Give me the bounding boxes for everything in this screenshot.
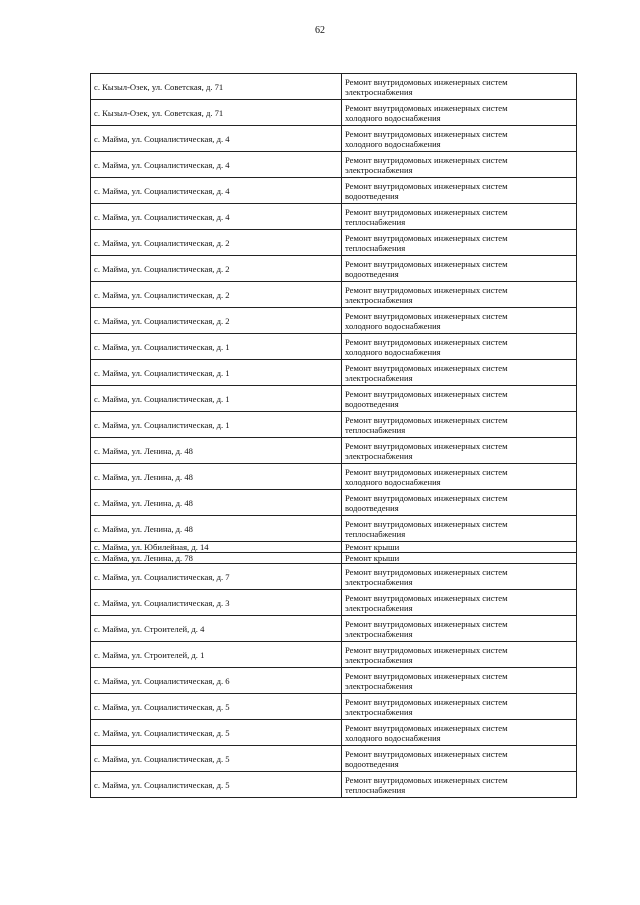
table-row: [91, 564, 577, 590]
work-line: Ремонт внутридомовых инженерных систем: [345, 722, 508, 733]
address-cell: с. Майма, ул. Социалистическая, д. 4: [91, 204, 342, 230]
address-cell: с. Майма, ул. Ленина, д. 48: [91, 438, 342, 464]
work-line: холодного водоснабжения: [345, 320, 441, 331]
work-line: Ремонт внутридомовых инженерных систем: [345, 566, 508, 577]
work-cell: [342, 516, 577, 542]
work-line: Ремонт внутридомовых инженерных систем: [345, 310, 508, 321]
work-line: Ремонт внутридомовых инженерных систем: [345, 284, 508, 295]
work-line: электроснабжения: [345, 164, 413, 175]
work-cell: [342, 230, 577, 256]
work-cell: [342, 334, 577, 360]
work-cell: [342, 616, 577, 642]
work-line: Ремонт внутридомовых инженерных систем: [345, 102, 508, 113]
address-cell: с. Майма, ул. Социалистическая, д. 2: [91, 282, 342, 308]
work-line: водоотведения: [345, 758, 399, 769]
address-cell: с. Майма, ул. Социалистическая, д. 2: [91, 256, 342, 282]
work-line: водоотведения: [345, 268, 399, 279]
table-row: [91, 438, 577, 464]
work-line: Ремонт внутридомовых инженерных систем: [345, 154, 508, 165]
work-line: электроснабжения: [345, 602, 413, 613]
work-line: Ремонт внутридомовых инженерных систем: [345, 128, 508, 139]
table-row: [91, 256, 577, 282]
work-cell: [342, 256, 577, 282]
table-row: [91, 516, 577, 542]
work-cell: [342, 178, 577, 204]
work-cell: [342, 772, 577, 798]
table-row: [91, 464, 577, 490]
work-cell: [342, 386, 577, 412]
work-line: Ремонт внутридомовых инженерных систем: [345, 696, 508, 707]
work-line: теплоснабжения: [345, 242, 406, 253]
work-cell: [342, 464, 577, 490]
address-cell: с. Майма, ул. Ленина, д. 78: [91, 553, 342, 564]
work-line: Ремонт внутридомовых инженерных систем: [345, 440, 508, 451]
address-cell: с. Майма, ул. Социалистическая, д. 5: [91, 746, 342, 772]
table-row: [91, 230, 577, 256]
address-cell: с. Кызыл-Озек, ул. Советская, д. 71: [91, 100, 342, 126]
work-cell: [342, 412, 577, 438]
work-line: Ремонт внутридомовых инженерных систем: [345, 180, 508, 191]
work-line: Ремонт внутридомовых инженерных систем: [345, 466, 508, 477]
address-cell: с. Майма, ул. Социалистическая, д. 5: [91, 694, 342, 720]
work-line: водоотведения: [345, 190, 399, 201]
table-row: [91, 152, 577, 178]
address-cell: с. Майма, ул. Юбилейная, д. 14: [91, 542, 342, 553]
address-cell: с. Майма, ул. Социалистическая, д. 2: [91, 308, 342, 334]
address-cell: с. Майма, ул. Социалистическая, д. 4: [91, 126, 342, 152]
table-row: [91, 126, 577, 152]
work-line: электроснабжения: [345, 654, 413, 665]
table-row: [91, 553, 577, 564]
works-table: [90, 73, 577, 798]
work-line: Ремонт внутридомовых инженерных систем: [345, 518, 508, 529]
table-row: [91, 772, 577, 798]
work-line: Ремонт внутридомовых инженерных систем: [345, 618, 508, 629]
work-line: электроснабжения: [345, 372, 413, 383]
address-cell: с. Майма, ул. Социалистическая, д. 1: [91, 412, 342, 438]
address-cell: с. Майма, ул. Социалистическая, д. 1: [91, 386, 342, 412]
work-cell: [342, 668, 577, 694]
table-row: [91, 412, 577, 438]
table-row: [91, 308, 577, 334]
table-row: [91, 616, 577, 642]
address-cell: с. Майма, ул. Социалистическая, д. 4: [91, 152, 342, 178]
table-row: [91, 282, 577, 308]
work-line: Ремонт внутридомовых инженерных систем: [345, 414, 508, 425]
work-line: водоотведения: [345, 398, 399, 409]
table-body: [91, 74, 577, 798]
work-line: Ремонт внутридомовых инженерных систем: [345, 670, 508, 681]
table-row: [91, 668, 577, 694]
work-line: Ремонт внутридомовых инженерных систем: [345, 76, 508, 87]
address-cell: с. Майма, ул. Ленина, д. 48: [91, 464, 342, 490]
work-line: Ремонт внутридомовых инженерных систем: [345, 258, 508, 269]
table-row: [91, 386, 577, 412]
work-line: холодного водоснабжения: [345, 138, 441, 149]
address-cell: с. Майма, ул. Строителей, д. 1: [91, 642, 342, 668]
work-line: электроснабжения: [345, 628, 413, 639]
work-line: теплоснабжения: [345, 528, 406, 539]
work-line: холодного водоснабжения: [345, 346, 441, 357]
address-cell: с. Майма, ул. Социалистическая, д. 5: [91, 772, 342, 798]
work-cell: [342, 438, 577, 464]
work-line: Ремонт крыши: [345, 542, 400, 552]
work-cell: [342, 308, 577, 334]
work-cell: [342, 642, 577, 668]
work-line: Ремонт внутридомовых инженерных систем: [345, 748, 508, 759]
work-cell: [342, 542, 577, 553]
work-line: теплоснабжения: [345, 784, 406, 795]
address-cell: с. Майма, ул. Социалистическая, д. 1: [91, 334, 342, 360]
work-cell: [342, 694, 577, 720]
work-line: электроснабжения: [345, 450, 413, 461]
address-cell: с. Майма, ул. Социалистическая, д. 4: [91, 178, 342, 204]
work-line: Ремонт крыши: [345, 553, 400, 563]
address-cell: с. Майма, ул. Социалистическая, д. 2: [91, 230, 342, 256]
address-cell: с. Майма, ул. Социалистическая, д. 7: [91, 564, 342, 590]
work-cell: [342, 204, 577, 230]
table-row: [91, 178, 577, 204]
address-cell: с. Майма, ул. Социалистическая, д. 6: [91, 668, 342, 694]
address-cell: с. Майма, ул. Социалистическая, д. 1: [91, 360, 342, 386]
work-line: Ремонт внутридомовых инженерных систем: [345, 388, 508, 399]
address-cell: с. Майма, ул. Ленина, д. 48: [91, 516, 342, 542]
address-cell: с. Кызыл-Озек, ул. Советская, д. 71: [91, 74, 342, 100]
work-line: теплоснабжения: [345, 216, 406, 227]
work-cell: [342, 100, 577, 126]
work-line: электроснабжения: [345, 294, 413, 305]
work-cell: [342, 74, 577, 100]
work-line: Ремонт внутридомовых инженерных систем: [345, 592, 508, 603]
work-line: Ремонт внутридомовых инженерных систем: [345, 492, 508, 503]
work-line: водоотведения: [345, 502, 399, 513]
table-row: [91, 720, 577, 746]
work-line: Ремонт внутридомовых инженерных систем: [345, 206, 508, 217]
work-cell: [342, 126, 577, 152]
table-row: [91, 694, 577, 720]
table-row: [91, 100, 577, 126]
work-line: электроснабжения: [345, 680, 413, 691]
work-line: холодного водоснабжения: [345, 476, 441, 487]
table-row: [91, 334, 577, 360]
work-line: электроснабжения: [345, 706, 413, 717]
work-line: холодного водоснабжения: [345, 112, 441, 123]
work-cell: [342, 282, 577, 308]
address-cell: с. Майма, ул. Социалистическая, д. 5: [91, 720, 342, 746]
work-line: электроснабжения: [345, 576, 413, 587]
work-line: электроснабжения: [345, 86, 413, 97]
address-cell: с. Майма, ул. Ленина, д. 48: [91, 490, 342, 516]
address-cell: с. Майма, ул. Строителей, д. 4: [91, 616, 342, 642]
work-line: Ремонт внутридомовых инженерных систем: [345, 232, 508, 243]
work-cell: [342, 553, 577, 564]
work-cell: [342, 490, 577, 516]
work-line: Ремонт внутридомовых инженерных систем: [345, 774, 508, 785]
work-line: Ремонт внутридомовых инженерных систем: [345, 362, 508, 373]
page-number: 62: [315, 25, 325, 36]
work-cell: [342, 564, 577, 590]
work-line: Ремонт внутридомовых инженерных систем: [345, 644, 508, 655]
table-row: [91, 542, 577, 553]
address-cell: с. Майма, ул. Социалистическая, д. 3: [91, 590, 342, 616]
table-row: [91, 360, 577, 386]
table-row: [91, 590, 577, 616]
work-cell: [342, 720, 577, 746]
work-cell: [342, 746, 577, 772]
work-cell: [342, 152, 577, 178]
work-line: Ремонт внутридомовых инженерных систем: [345, 336, 508, 347]
table-row: [91, 642, 577, 668]
work-line: холодного водоснабжения: [345, 732, 441, 743]
work-line: теплоснабжения: [345, 424, 406, 435]
table-row: [91, 490, 577, 516]
work-cell: [342, 360, 577, 386]
table-row: [91, 204, 577, 230]
work-cell: [342, 590, 577, 616]
table-row: [91, 74, 577, 100]
table-row: [91, 746, 577, 772]
